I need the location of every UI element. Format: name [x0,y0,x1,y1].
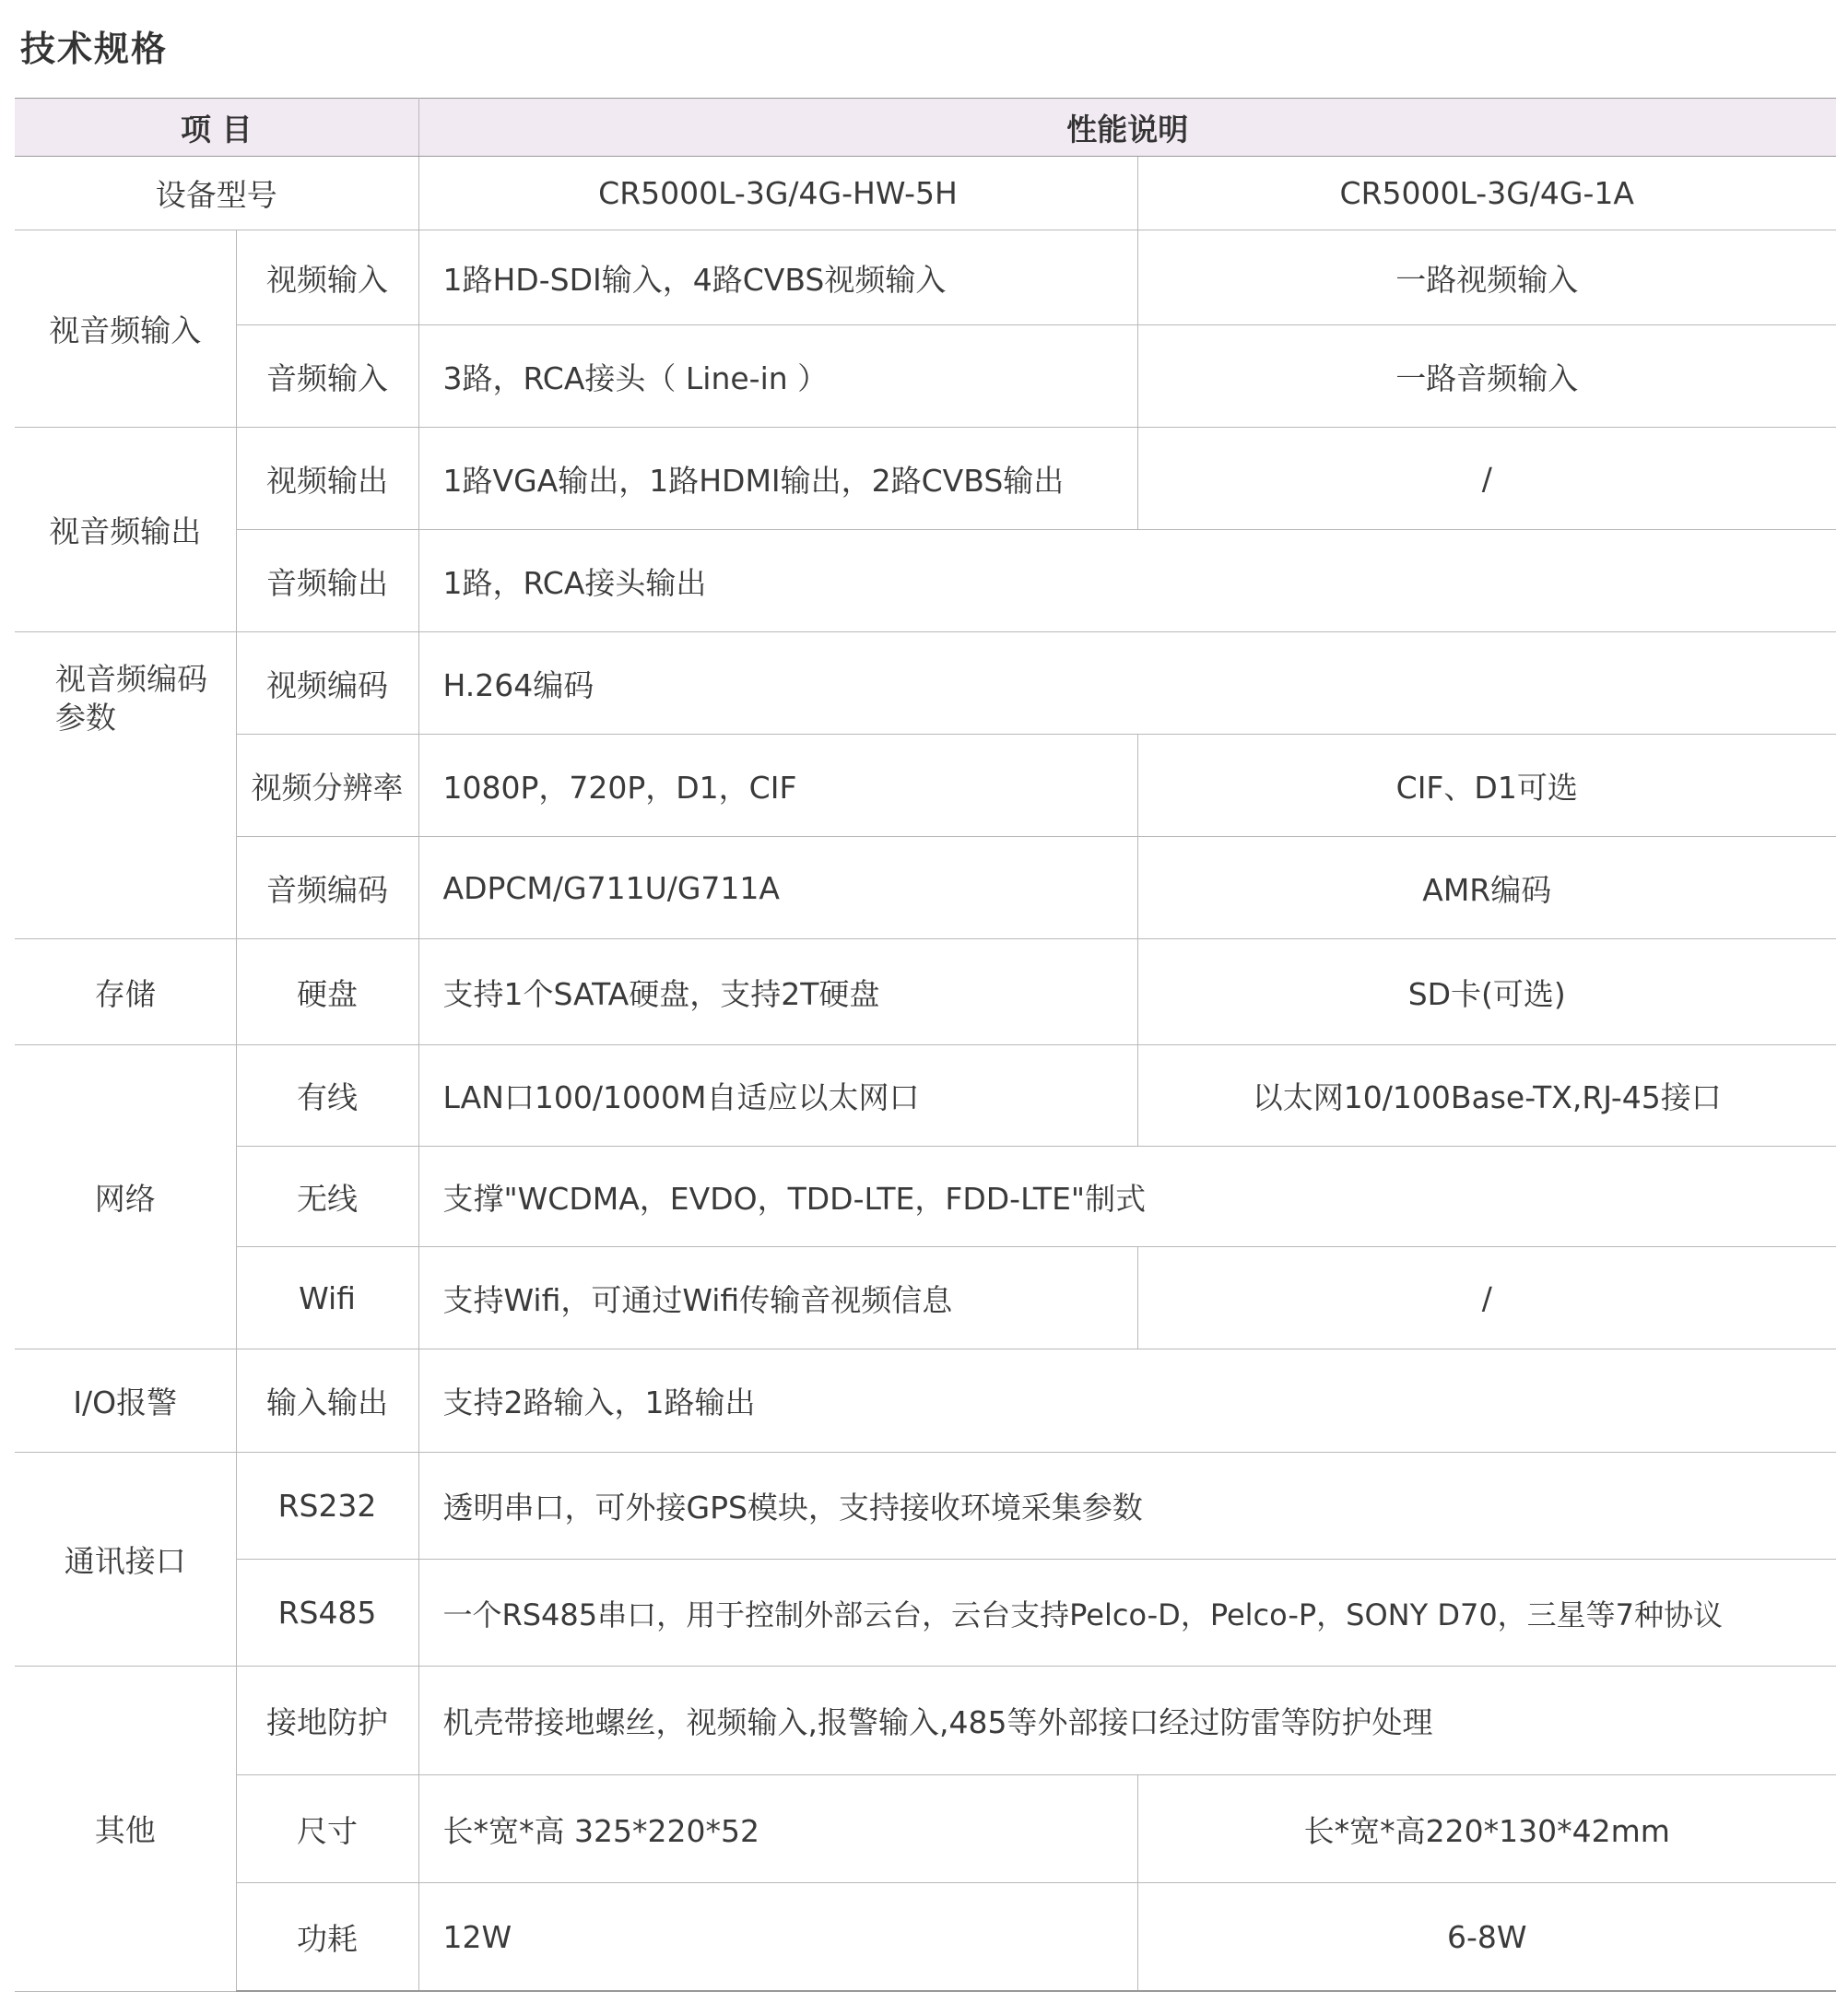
table-row [15,1453,1836,1560]
sub-rs232: RS232 [236,1453,418,1560]
audio-codec-b: AMR编码 [1137,837,1836,939]
category-av-input: 视音频输入 [15,230,236,428]
table-row [15,1045,1836,1147]
sub-wifi: Wifi [236,1247,418,1349]
video-output-b: / [1137,428,1836,530]
table-header-row [15,99,1836,157]
audio-codec-a: ADPCM/G711U/G711A [418,837,1137,939]
model-b: CR5000L-3G/4G-1A [1137,157,1836,230]
size-a: 长*宽*高 325*220*52 [418,1775,1137,1883]
grounding-ab: 机壳带接地螺丝，视频输入,报警输入,485等外部接口经过防雷等防护处理 [418,1667,1836,1775]
table-row [15,530,1836,632]
category-av-codec: 视音频编码参数 [15,632,236,939]
table-row [15,837,1836,939]
sub-audio-codec: 音频编码 [236,837,418,939]
power-b: 6-8W [1137,1883,1836,1991]
category-io-alarm: I/O报警 [15,1349,236,1453]
sub-rs485: RS485 [236,1560,418,1667]
page-title: 技术规格 [20,29,169,69]
sub-wired: 有线 [236,1045,418,1147]
size-b: 长*宽*高220*130*42mm [1137,1775,1836,1883]
video-input-b: 一路视频输入 [1137,230,1836,325]
wireless-ab: 支撑"WCDMA，EVDO，TDD-LTE，FDD-LTE"制式 [418,1147,1836,1247]
sub-grounding: 接地防护 [236,1667,418,1775]
wifi-a: 支持Wifi，可通过Wifi传输音视频信息 [418,1247,1137,1349]
sub-disk: 硬盘 [236,939,418,1045]
table-row [15,428,1836,530]
power-a: 12W [418,1883,1137,1991]
video-input-a: 1路HD-SDI输入，4路CVBS视频输入 [418,230,1137,325]
model-label: 设备型号 [15,157,418,230]
sub-size: 尺寸 [236,1775,418,1883]
spec-table [15,98,1836,1992]
video-output-a: 1路VGA输出，1路HDMI输出，2路CVBS输出 [418,428,1137,530]
table-row [15,325,1836,428]
table-row [15,1883,1836,1991]
audio-input-b: 一路音频输入 [1137,325,1836,428]
table-row [15,939,1836,1045]
sub-video-codec: 视频编码 [236,632,418,735]
table-row [15,230,1836,325]
category-network: 网络 [15,1045,236,1349]
header-performance: 性能说明 [418,99,1836,157]
table-row [15,1349,1836,1453]
sub-video-input: 视频输入 [236,230,418,325]
rs232-ab: 透明串口，可外接GPS模块，支持接收环境采集参数 [418,1453,1836,1560]
resolution-b: CIF、D1可选 [1137,735,1836,837]
rs485-ab: 一个RS485串口，用于控制外部云台，云台支持Pelco-D，Pelco-P，SONY D70，三星等7种协议 [418,1560,1836,1667]
table-row [15,1147,1836,1247]
audio-input-a: 3路，RCA接头（ Line-in ） [418,325,1137,428]
wired-b: 以太网10/100Base-TX,RJ-45接口 [1137,1045,1836,1147]
audio-output-ab: 1路，RCA接头输出 [418,530,1836,632]
table-row [15,1247,1836,1349]
io-ab: 支持2路输入，1路输出 [418,1349,1836,1453]
sub-video-output: 视频输出 [236,428,418,530]
sub-audio-input: 音频输入 [236,325,418,428]
disk-b: SD卡(可选) [1137,939,1836,1045]
disk-a: 支持1个SATA硬盘，支持2T硬盘 [418,939,1137,1045]
resolution-a: 1080P，720P，D1，CIF [418,735,1137,837]
header-item: 项 目 [15,99,418,157]
wifi-b: / [1137,1247,1836,1349]
table-row [15,1560,1836,1667]
sub-wireless: 无线 [236,1147,418,1247]
wired-a: LAN口100/1000M自适应以太网口 [418,1045,1137,1147]
sub-audio-output: 音频输出 [236,530,418,632]
table-row [15,1775,1836,1883]
table-row [15,735,1836,837]
category-storage: 存储 [15,939,236,1045]
category-comm: 通讯接口 [15,1453,236,1667]
sub-io: 输入输出 [236,1349,418,1453]
sub-power: 功耗 [236,1883,418,1991]
video-codec-ab: H.264编码 [418,632,1836,735]
category-av-output: 视音频输出 [15,428,236,632]
table-row [15,1667,1836,1775]
table-row [15,157,1836,230]
table-row [15,632,1836,735]
model-a: CR5000L-3G/4G-HW-5H [418,157,1137,230]
sub-resolution: 视频分辨率 [236,735,418,837]
category-other: 其他 [15,1667,236,1991]
